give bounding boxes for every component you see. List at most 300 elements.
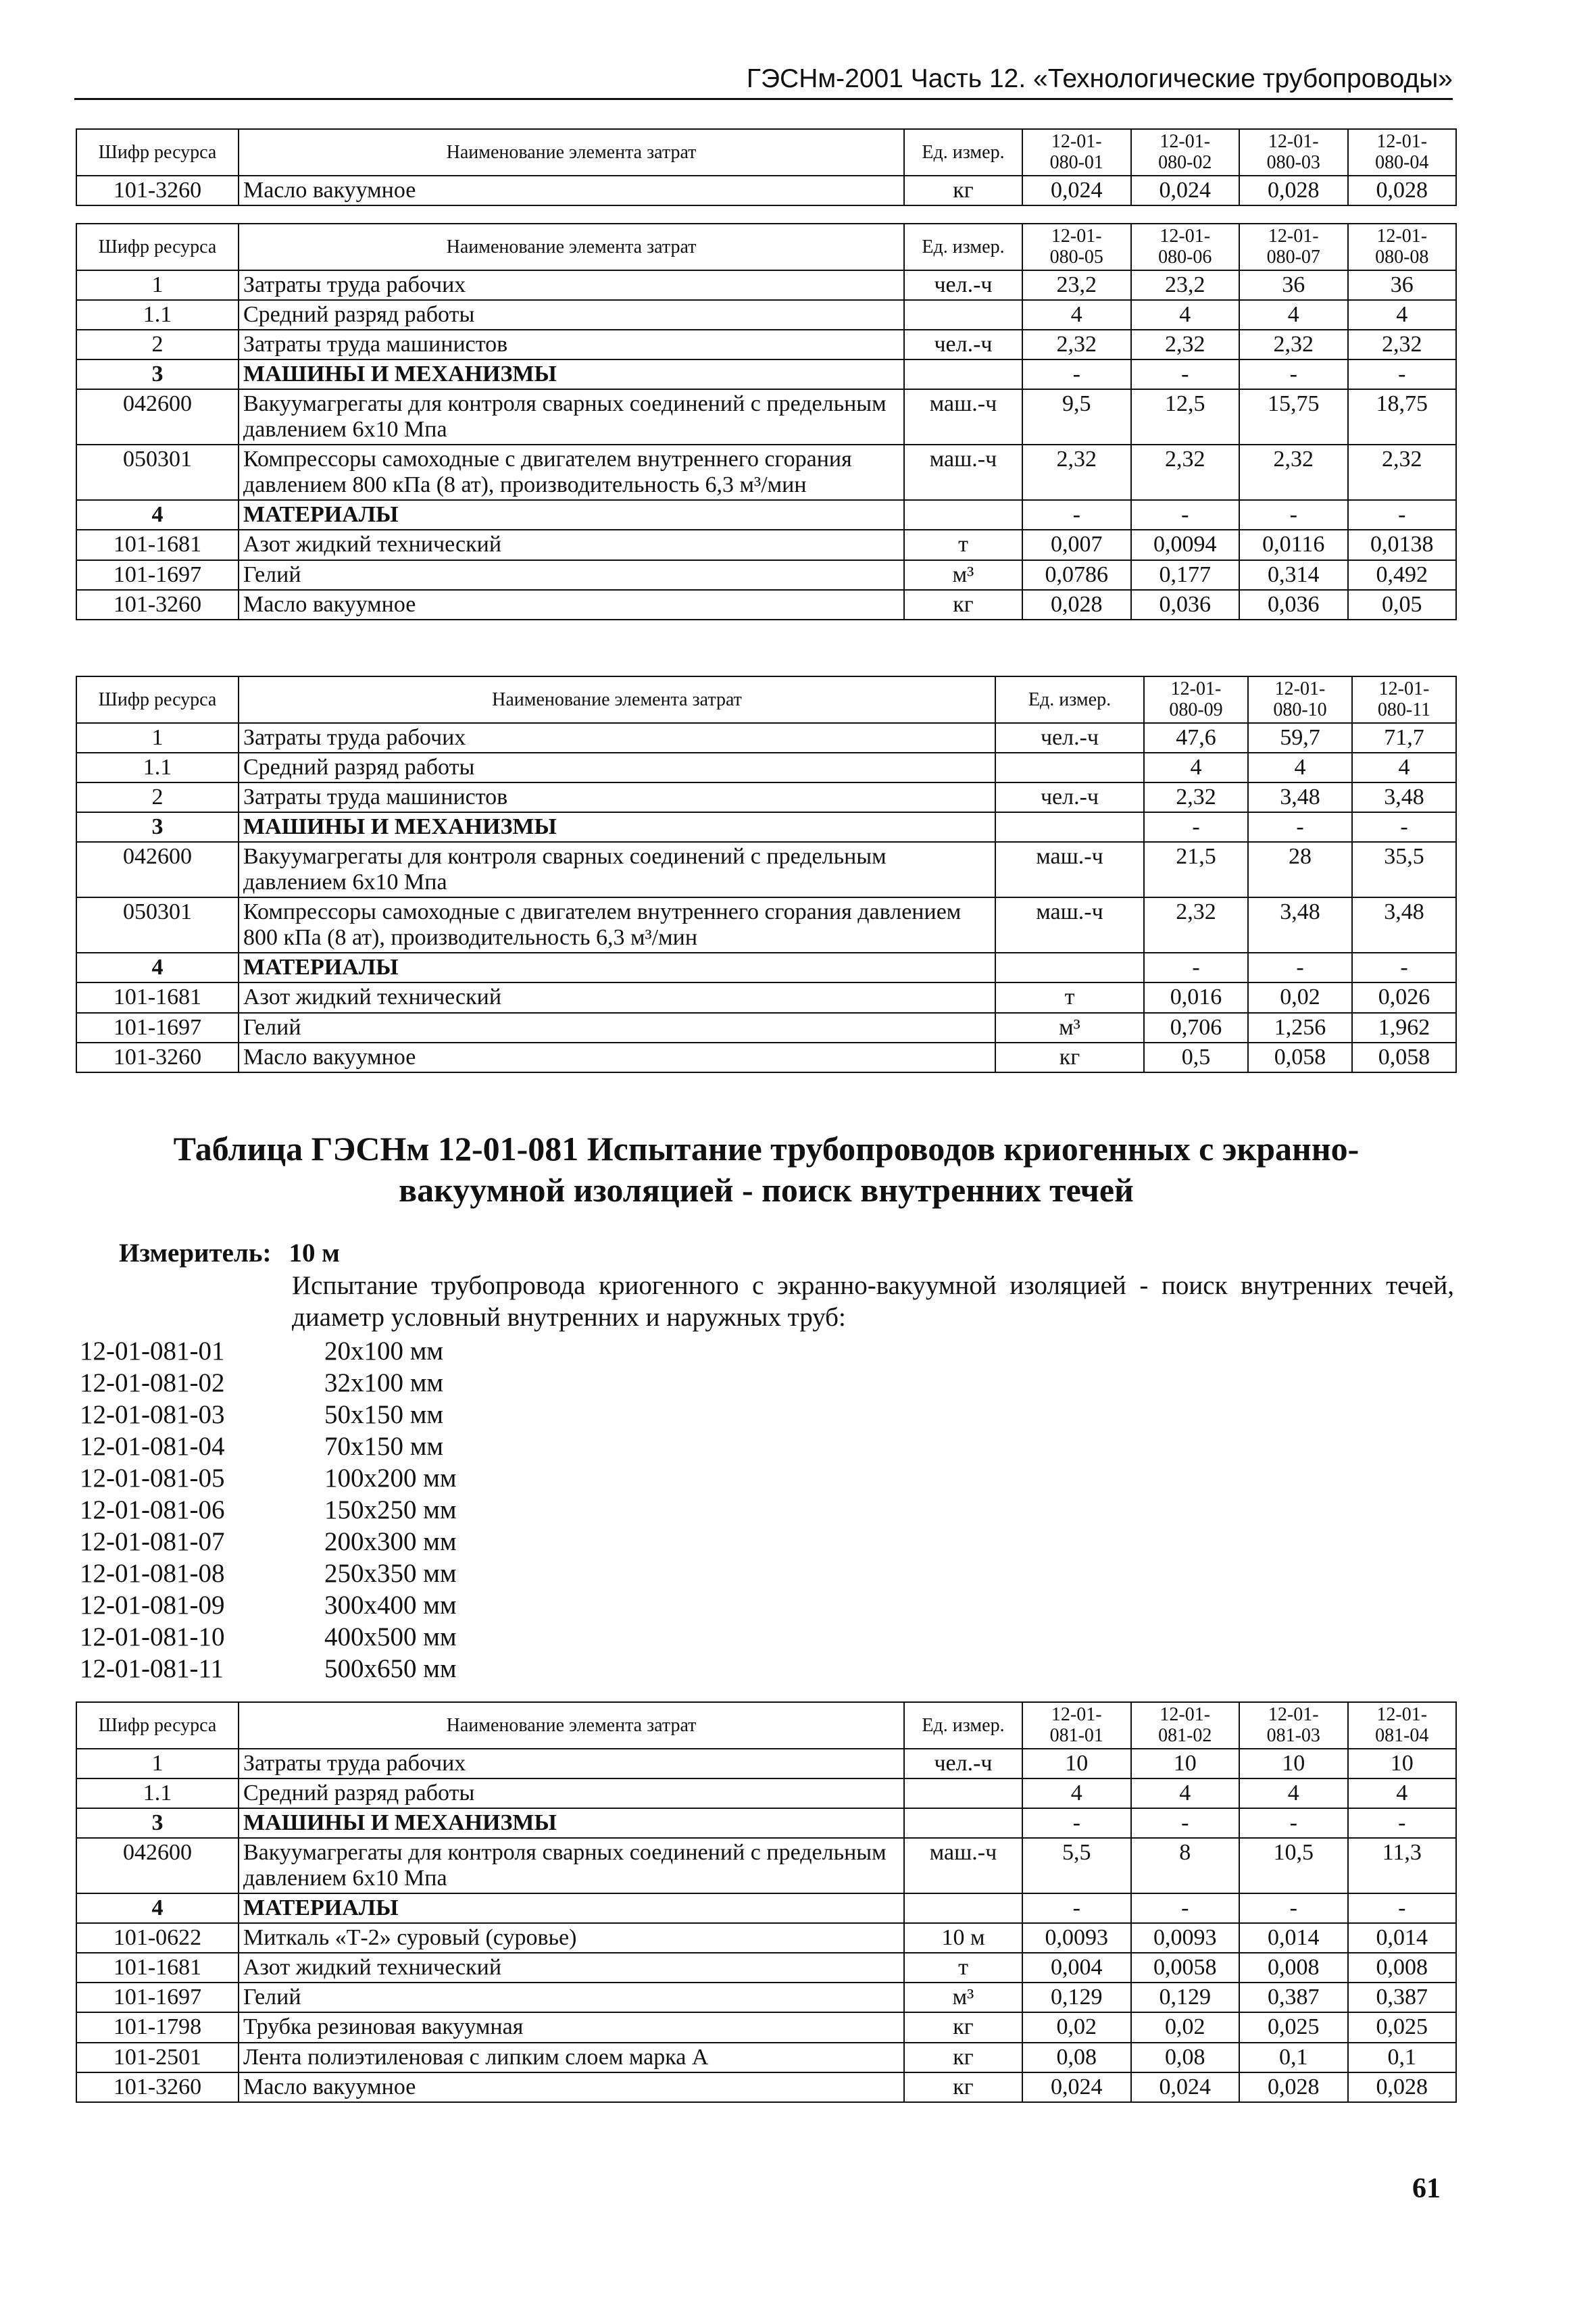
norm-value: -: [1131, 1808, 1240, 1838]
resource-table-080-09-11: [76, 676, 1457, 1073]
unit: маш.-ч: [904, 1838, 1022, 1893]
work-item-size: 32х100 мм: [324, 1368, 444, 1397]
work-item-code: 12-01-081-04: [80, 1432, 225, 1461]
resource-name: Компрессоры самоходные с двигателем внутреннего сгорания давлением 800 кПа (8 ат), производительность 6,3 м³/мин: [239, 897, 995, 953]
norm-value: 2,32: [1144, 782, 1248, 812]
norm-value: 4: [1022, 1778, 1131, 1808]
norm-value: 36: [1348, 270, 1457, 300]
norm-value: 1,256: [1248, 1013, 1352, 1043]
unit: [995, 753, 1144, 782]
resource-code: 050301: [76, 897, 239, 953]
norm-value: -: [1131, 1893, 1240, 1923]
norm-value: -: [1131, 500, 1240, 530]
norm-value: 4: [1239, 300, 1348, 330]
table-row: [76, 1923, 1456, 1953]
norm-value: 15,75: [1239, 389, 1348, 445]
col-header-estimate-code: 12-01- 080-10: [1248, 676, 1352, 723]
norm-value: 10: [1022, 1749, 1131, 1778]
work-item-code: 12-01-081-07: [80, 1527, 225, 1556]
resource-name: Азот жидкий технический: [239, 1953, 904, 1983]
resource-name: МАШИНЫ И МЕХАНИЗМЫ: [239, 1808, 904, 1838]
table-row: [76, 530, 1456, 559]
resource-code: 101-1697: [76, 560, 239, 590]
resource-name: Вакуумагрегаты для контроля сварных соединений с предельным давлением 6х10 Мпа: [239, 1838, 904, 1893]
norm-value: 0,028: [1022, 590, 1131, 620]
unit: чел.-ч: [904, 1749, 1022, 1778]
resource-code: 4: [76, 953, 239, 982]
table-row: [76, 812, 1456, 842]
work-item-code: 12-01-081-05: [80, 1464, 225, 1493]
table-row: [76, 842, 1456, 897]
col-header-estimate-code: 12-01- 081-03: [1239, 1702, 1348, 1749]
resource-code: 101-0622: [76, 1923, 239, 1953]
resource-code: 042600: [76, 389, 239, 445]
table-row: [76, 2043, 1456, 2072]
norm-value: 2,32: [1348, 445, 1457, 500]
resource-name: Затраты труда рабочих: [239, 723, 995, 753]
resource-name: Трубка резиновая вакуумная: [239, 2012, 904, 2042]
col-header-unit: Ед. измер.: [904, 224, 1022, 270]
norm-value: 0,028: [1239, 2072, 1348, 2102]
unit: т: [904, 1953, 1022, 1983]
unit: [904, 1778, 1022, 1808]
resource-name: МАТЕРИАЛЫ: [239, 953, 995, 982]
table-row: [76, 1749, 1456, 1778]
norm-value: -: [1022, 500, 1131, 530]
col-header-name: Наименование элемента затрат: [239, 1702, 904, 1749]
norm-value: 0,387: [1348, 1983, 1457, 2012]
norm-value: 0,02: [1248, 982, 1352, 1012]
work-item-size: 200х300 мм: [324, 1527, 457, 1556]
norm-value: 0,02: [1022, 2012, 1131, 2042]
work-item: [80, 1558, 457, 1589]
resource-code: 1: [76, 270, 239, 300]
norm-value: 2,32: [1131, 330, 1240, 359]
norm-value: 4: [1352, 753, 1456, 782]
norm-value: 0,08: [1131, 2043, 1240, 2072]
resource-name: Гелий: [239, 1013, 995, 1043]
col-header-estimate-code: 12-01- 080-07: [1239, 224, 1348, 270]
norm-value: 9,5: [1022, 389, 1131, 445]
col-header-name: Наименование элемента затрат: [239, 676, 995, 723]
norm-value: 0,387: [1239, 1983, 1348, 2012]
unit: кг: [904, 2072, 1022, 2102]
col-header-estimate-code: 12-01- 081-04: [1348, 1702, 1457, 1749]
meter-value: 10 м: [289, 1239, 340, 1268]
norm-value: -: [1348, 500, 1457, 530]
resource-name: Азот жидкий технический: [239, 530, 904, 559]
resource-name: МАШИНЫ И МЕХАНИЗМЫ: [239, 359, 904, 389]
norm-value: 0,026: [1352, 982, 1456, 1012]
norm-value: 0,024: [1022, 176, 1131, 205]
norm-value: 23,2: [1022, 270, 1131, 300]
work-item: [80, 1494, 457, 1526]
norm-value: 28: [1248, 842, 1352, 897]
resource-name: Масло вакуумное: [239, 590, 904, 620]
col-header-code: Шифр ресурса: [76, 1702, 239, 1749]
work-item-size: 250х350 мм: [324, 1559, 457, 1588]
table-row: [76, 1013, 1456, 1043]
resource-code: 042600: [76, 842, 239, 897]
unit: м³: [904, 1983, 1022, 2012]
work-item-code: 12-01-081-01: [80, 1337, 225, 1366]
unit: маш.-ч: [995, 842, 1144, 897]
table-row: [76, 330, 1456, 359]
resource-name: Гелий: [239, 1983, 904, 2012]
work-item-size: 500х650 мм: [324, 1654, 457, 1683]
table-row: [76, 2012, 1456, 2042]
col-header-estimate-code: 12-01- 080-03: [1239, 129, 1348, 176]
resource-code: 1: [76, 1749, 239, 1778]
resource-name: Масло вакуумное: [239, 2072, 904, 2102]
col-header-estimate-code: 12-01- 080-02: [1131, 129, 1240, 176]
norm-value: 0,024: [1022, 2072, 1131, 2102]
resource-code: 101-1681: [76, 1953, 239, 1983]
work-item-code: 12-01-081-08: [80, 1559, 225, 1588]
table-row: [76, 723, 1456, 753]
norm-value: 10: [1239, 1749, 1348, 1778]
col-header-name: Наименование элемента затрат: [239, 129, 904, 176]
norm-value: 8: [1131, 1838, 1240, 1893]
norm-value: -: [1144, 953, 1248, 982]
meter-label: Измеритель:: [119, 1239, 272, 1268]
table-row: [76, 500, 1456, 530]
table-row: [76, 1808, 1456, 1838]
table-row: [76, 389, 1456, 445]
table-row: [76, 753, 1456, 782]
unit: чел.-ч: [904, 270, 1022, 300]
table-row: [76, 982, 1456, 1012]
norm-value: 4: [1348, 1778, 1457, 1808]
norm-value: 2,32: [1239, 330, 1348, 359]
col-header-code: Шифр ресурса: [76, 224, 239, 270]
norm-value: 18,75: [1348, 389, 1457, 445]
meter: [119, 1238, 340, 1268]
resource-code: 101-3260: [76, 1043, 239, 1072]
unit: [904, 300, 1022, 330]
norm-value: 0,058: [1352, 1043, 1456, 1072]
norm-value: 0,0093: [1131, 1923, 1240, 1953]
unit: маш.-ч: [904, 389, 1022, 445]
norm-value: 5,5: [1022, 1838, 1131, 1893]
norm-value: 0,129: [1131, 1983, 1240, 2012]
table-row: [76, 270, 1456, 300]
norm-value: -: [1022, 1893, 1131, 1923]
table-row: [76, 445, 1456, 500]
unit: кг: [904, 176, 1022, 205]
norm-value: 4: [1239, 1778, 1348, 1808]
norm-value: 0,492: [1348, 560, 1457, 590]
norm-value: 59,7: [1248, 723, 1352, 753]
resource-table-081-01-04: [76, 1701, 1457, 2103]
norm-value: 0,08: [1022, 2043, 1131, 2072]
norm-value: 10,5: [1239, 1838, 1348, 1893]
norm-value: 36: [1239, 270, 1348, 300]
norm-value: 0,314: [1239, 560, 1348, 590]
table-row: [76, 590, 1456, 620]
norm-value: 0,5: [1144, 1043, 1248, 1072]
col-header-code: Шифр ресурса: [76, 676, 239, 723]
norm-value: 0,028: [1348, 2072, 1457, 2102]
work-item-size: 70х150 мм: [324, 1432, 444, 1461]
norm-value: -: [1352, 812, 1456, 842]
table-row: [76, 782, 1456, 812]
norm-value: -: [1348, 359, 1457, 389]
norm-value: -: [1248, 812, 1352, 842]
norm-value: 10: [1131, 1749, 1240, 1778]
col-header-estimate-code: 12-01- 080-05: [1022, 224, 1131, 270]
norm-value: 0,05: [1348, 590, 1457, 620]
work-item-code: 12-01-081-02: [80, 1368, 225, 1397]
norm-value: -: [1144, 812, 1248, 842]
work-item-code: 12-01-081-10: [80, 1622, 225, 1651]
norm-value: 0,0116: [1239, 530, 1348, 559]
unit: чел.-ч: [995, 782, 1144, 812]
norm-value: 0,0093: [1022, 1923, 1131, 1953]
resource-code: 050301: [76, 445, 239, 500]
work-item: [80, 1526, 457, 1558]
unit: кг: [904, 2043, 1022, 2072]
work-item: [80, 1367, 457, 1399]
norm-value: 0,02: [1131, 2012, 1240, 2042]
norm-value: 23,2: [1131, 270, 1240, 300]
work-item-code: 12-01-081-03: [80, 1400, 225, 1429]
unit: [904, 359, 1022, 389]
running-header: ГЭСНм-2001 Часть 12. «Технологические трубопроводы»: [74, 64, 1453, 100]
work-item-size: 400х500 мм: [324, 1622, 457, 1651]
work-items-list: [80, 1335, 457, 1685]
resource-name: МАТЕРИАЛЫ: [239, 500, 904, 530]
resource-code: 2: [76, 330, 239, 359]
norm-value: 0,028: [1239, 176, 1348, 205]
col-header-estimate-code: 12-01- 080-09: [1144, 676, 1248, 723]
norm-value: 0,014: [1239, 1923, 1348, 1953]
norm-value: 2,32: [1022, 445, 1131, 500]
norm-value: 0,177: [1131, 560, 1240, 590]
norm-value: -: [1352, 953, 1456, 982]
resource-code: 4: [76, 500, 239, 530]
col-header-estimate-code: 12-01- 080-08: [1348, 224, 1457, 270]
resource-code: 3: [76, 359, 239, 389]
work-item-size: 100х200 мм: [324, 1464, 457, 1493]
unit: м³: [904, 560, 1022, 590]
work-item: [80, 1653, 457, 1685]
col-header-name: Наименование элемента затрат: [239, 224, 904, 270]
norm-value: 71,7: [1352, 723, 1456, 753]
norm-value: -: [1022, 359, 1131, 389]
resource-code: 1.1: [76, 1778, 239, 1808]
norm-value: 3,48: [1248, 782, 1352, 812]
resource-code: 101-2501: [76, 2043, 239, 2072]
col-header-unit: Ед. измер.: [995, 676, 1144, 723]
work-item: [80, 1462, 457, 1494]
table-row: [76, 359, 1456, 389]
unit: 10 м: [904, 1923, 1022, 1953]
resource-name: Средний разряд работы: [239, 753, 995, 782]
work-item: [80, 1335, 457, 1367]
unit: [904, 500, 1022, 530]
col-header-estimate-code: 12-01- 080-04: [1348, 129, 1457, 176]
norm-value: 21,5: [1144, 842, 1248, 897]
unit: т: [904, 530, 1022, 559]
work-item: [80, 1589, 457, 1621]
norm-value: 0,036: [1239, 590, 1348, 620]
resource-name: Вакуумагрегаты для контроля сварных соединений с предельным давлением 6х10 Мпа: [239, 842, 995, 897]
work-item-code: 12-01-081-09: [80, 1591, 225, 1620]
unit: кг: [995, 1043, 1144, 1072]
resource-name: Лента полиэтиленовая с липким слоем марка А: [239, 2043, 904, 2072]
norm-value: 3,48: [1248, 897, 1352, 953]
unit: [995, 812, 1144, 842]
resource-code: 101-3260: [76, 2072, 239, 2102]
norm-value: 2,32: [1131, 445, 1240, 500]
resource-name: Азот жидкий технический: [239, 982, 995, 1012]
table-title-line-1: Таблица ГЭСНм 12-01-081 Испытание трубопроводов криогенных с экранно-: [173, 1130, 1360, 1168]
unit: [995, 953, 1144, 982]
norm-value: 4: [1131, 1778, 1240, 1808]
norm-value: -: [1131, 359, 1240, 389]
norm-value: 12,5: [1131, 389, 1240, 445]
norm-value: 0,1: [1239, 2043, 1348, 2072]
resource-name: Затраты труда рабочих: [239, 1749, 904, 1778]
resource-name: Масло вакуумное: [239, 176, 904, 205]
table-row: [76, 1893, 1456, 1923]
work-description: Испытание трубопровода криогенного с экранно-вакуумной изоляцией - поиск внутренних течей, диаметр условный внутренних и наружных труб:: [292, 1271, 1454, 1332]
page-number: 61: [1412, 2173, 1441, 2204]
resource-name: Затраты труда рабочих: [239, 270, 904, 300]
resource-code: 101-3260: [76, 176, 239, 205]
norm-value: 0,0058: [1131, 1953, 1240, 1983]
col-header-estimate-code: 12-01- 081-01: [1022, 1702, 1131, 1749]
norm-value: 0,016: [1144, 982, 1248, 1012]
unit: маш.-ч: [904, 445, 1022, 500]
norm-value: -: [1239, 1893, 1348, 1923]
norm-value: 1,962: [1352, 1013, 1456, 1043]
table-row: [76, 897, 1456, 953]
col-header-estimate-code: 12-01- 080-06: [1131, 224, 1240, 270]
norm-value: 0,024: [1131, 176, 1240, 205]
unit: чел.-ч: [995, 723, 1144, 753]
work-item: [80, 1430, 457, 1462]
norm-value: 0,014: [1348, 1923, 1457, 1953]
table-row: [76, 1838, 1456, 1893]
work-item-size: 150х250 мм: [324, 1495, 457, 1524]
unit: чел.-ч: [904, 330, 1022, 359]
resource-name: Затраты труда машинистов: [239, 782, 995, 812]
norm-value: 0,706: [1144, 1013, 1248, 1043]
resource-name: Компрессоры самоходные с двигателем внутреннего сгорания давлением 800 кПа (8 ат), производительность 6,3 м³/мин: [239, 445, 904, 500]
resource-code: 4: [76, 1893, 239, 1923]
table-row: [76, 1043, 1456, 1072]
resource-code: 1.1: [76, 753, 239, 782]
norm-value: 10: [1348, 1749, 1457, 1778]
norm-value: 0,036: [1131, 590, 1240, 620]
work-item-size: 300х400 мм: [324, 1591, 457, 1620]
norm-value: 4: [1248, 753, 1352, 782]
norm-value: 3,48: [1352, 782, 1456, 812]
norm-value: 0,028: [1348, 176, 1457, 205]
resource-table-080-01-04: [76, 128, 1457, 206]
col-header-estimate-code: 12-01- 080-11: [1352, 676, 1456, 723]
norm-value: 11,3: [1348, 1838, 1457, 1893]
norm-value: 2,32: [1144, 897, 1248, 953]
work-item-code: 12-01-081-11: [80, 1654, 224, 1683]
norm-value: 0,004: [1022, 1953, 1131, 1983]
resource-code: 101-1697: [76, 1013, 239, 1043]
norm-value: -: [1239, 359, 1348, 389]
norm-value: -: [1348, 1893, 1457, 1923]
resource-code: 1: [76, 723, 239, 753]
table-row: [76, 1983, 1456, 2012]
norm-value: 2,32: [1348, 330, 1457, 359]
norm-value: -: [1022, 1808, 1131, 1838]
norm-value: -: [1348, 1808, 1457, 1838]
unit: м³: [995, 1013, 1144, 1043]
unit: кг: [904, 2012, 1022, 2042]
unit: [904, 1893, 1022, 1923]
norm-value: 4: [1144, 753, 1248, 782]
norm-value: 0,007: [1022, 530, 1131, 559]
norm-value: 0,0094: [1131, 530, 1240, 559]
norm-value: 0,058: [1248, 1043, 1352, 1072]
norm-value: 4: [1348, 300, 1457, 330]
norm-value: 35,5: [1352, 842, 1456, 897]
resource-code: 101-1798: [76, 2012, 239, 2042]
norm-value: -: [1239, 500, 1348, 530]
col-header-code: Шифр ресурса: [76, 129, 239, 176]
table-row: [76, 2072, 1456, 2102]
norm-value: 2,32: [1239, 445, 1348, 500]
norm-value: 0,0786: [1022, 560, 1131, 590]
resource-name: Вакуумагрегаты для контроля сварных соединений с предельным давлением 6х10 Мпа: [239, 389, 904, 445]
table-title-line-2: вакуумной изоляцией - поиск внутренних течей: [399, 1171, 1134, 1209]
resource-name: Гелий: [239, 560, 904, 590]
work-item-code: 12-01-081-06: [80, 1495, 225, 1524]
resource-name: МАШИНЫ И МЕХАНИЗМЫ: [239, 812, 995, 842]
table-row: [76, 300, 1456, 330]
resource-name: Миткаль «Т-2» суровый (суровье): [239, 1923, 904, 1953]
norm-value: 0,129: [1022, 1983, 1131, 2012]
norm-value: 0,025: [1348, 2012, 1457, 2042]
norm-value: 4: [1131, 300, 1240, 330]
table-title-081: [76, 1128, 1457, 1211]
table-row: [76, 1953, 1456, 1983]
unit: кг: [904, 590, 1022, 620]
resource-code: 3: [76, 812, 239, 842]
unit: т: [995, 982, 1144, 1012]
table-row: [76, 1778, 1456, 1808]
work-item-size: 50х150 мм: [324, 1400, 444, 1429]
resource-name: Средний разряд работы: [239, 1778, 904, 1808]
resource-code: 101-1681: [76, 982, 239, 1012]
work-item-size: 20х100 мм: [324, 1337, 444, 1366]
norm-value: -: [1239, 1808, 1348, 1838]
table-row: [76, 560, 1456, 590]
col-header-estimate-code: 12-01- 081-02: [1131, 1702, 1240, 1749]
norm-value: 47,6: [1144, 723, 1248, 753]
resource-code: 1.1: [76, 300, 239, 330]
work-item: [80, 1399, 457, 1430]
norm-value: 0,025: [1239, 2012, 1348, 2042]
col-header-unit: Ед. измер.: [904, 1702, 1022, 1749]
resource-code: 101-1697: [76, 1983, 239, 2012]
resource-table-080-05-08: [76, 223, 1457, 620]
norm-value: 0,024: [1131, 2072, 1240, 2102]
resource-code: 101-1681: [76, 530, 239, 559]
work-item: [80, 1621, 457, 1653]
norm-value: 0,0138: [1348, 530, 1457, 559]
resource-code: 3: [76, 1808, 239, 1838]
